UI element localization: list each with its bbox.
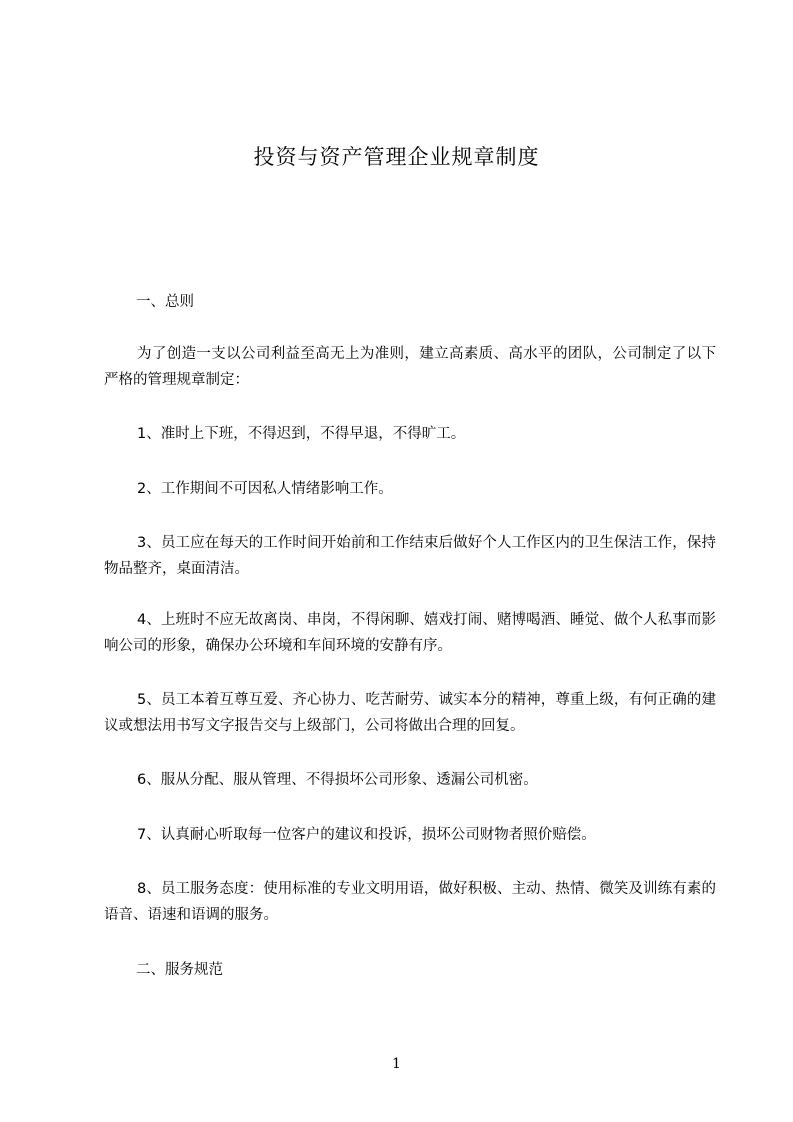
section-heading-service: 二、服务规范 xyxy=(136,962,223,978)
document-title: 投资与资产管理企业规章制度 xyxy=(253,145,540,169)
page-number: 1 xyxy=(392,1056,401,1072)
section-heading-general: 一、总则 xyxy=(136,294,194,310)
intro-paragraph: 为了创造一支以公司利益至高无上为准则，建立高素质、高水平的团队，公司制定了以下严格的管理规章制定： xyxy=(104,346,716,388)
rule-item: 8、员工服务态度：使用标准的专业文明用语，做好积极、主动、热情、微笑及训练有素的语音、语速和语调的服务。 xyxy=(104,881,716,923)
rule-item: 7、认真耐心听取每一位客户的建议和投诉，损坏公司财物者照价赔偿。 xyxy=(137,827,596,843)
rule-item: 3、员工应在每天的工作时间开始前和工作结束后做好个人工作区内的卫生保洁工作，保持物品整齐，桌面清洁。 xyxy=(104,535,716,577)
rule-item: 6、服从分配、服从管理、不得损坏公司形象、透漏公司机密。 xyxy=(137,772,538,788)
rule-item: 1、准时上下班，不得迟到，不得早退，不得旷工。 xyxy=(137,426,466,442)
rule-item: 4、上班时不应无故离岗、串岗，不得闲聊、嬉戏打闹、赌博喝酒、睡觉、做个人私事而影响公司的形象，确保办公环境和车间环境的安静有序。 xyxy=(104,612,716,654)
rule-item: 5、员工本着互尊互爱、齐心协力、吃苦耐劳、诚实本分的精神，尊重上级，有何正确的建议或想法用书写文字报告交与上级部门，公司将做出合理的回复。 xyxy=(104,692,716,734)
rule-item: 2、工作期间不可因私人情绪影响工作。 xyxy=(137,481,393,497)
